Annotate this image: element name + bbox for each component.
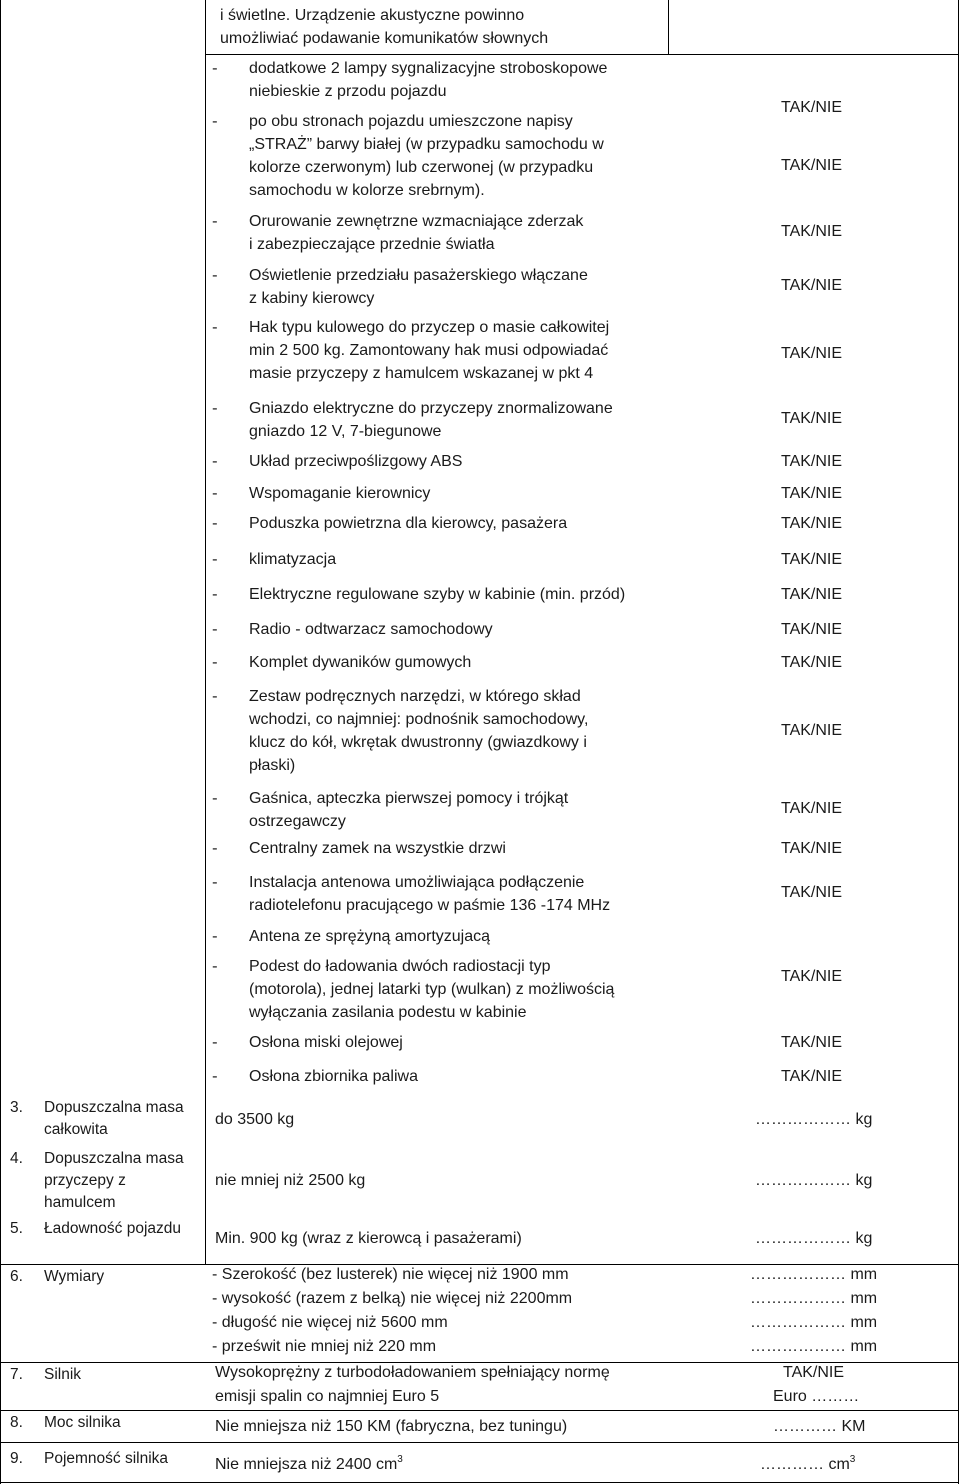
row9-answer-field[interactable]: [760, 1456, 855, 1474]
list-bullet-dash: -: [212, 266, 218, 284]
row9-requirement-text: Nie mniejsza niż 2400 cm: [215, 1456, 398, 1473]
row4-label-line2: przyczepy z: [44, 1172, 126, 1189]
equipment-item-text: Komplet dywaników gumowych: [249, 654, 472, 671]
list-bullet-dash: -: [212, 112, 218, 130]
row6-answer-height[interactable]: ……………… mm: [750, 1290, 878, 1307]
row7-label: Silnik: [44, 1366, 82, 1383]
row6-answer-length[interactable]: ……………… mm: [750, 1314, 878, 1331]
equipment-item-text: Instalacja antenowa umożliwiająca podłączenie: [249, 874, 585, 891]
list-bullet-dash: -: [212, 927, 218, 945]
list-bullet-dash: -: [212, 585, 218, 603]
row7-requirement-line2: emisji spalin co najmniej Euro 5: [215, 1388, 440, 1405]
equipment-item-text: wyłączania zasilania podestu w kabinie: [249, 1004, 527, 1021]
equipment-item-text: Elektryczne regulowane szyby w kabinie (min. przód): [249, 586, 626, 603]
equipment-item-text: Radio - odtwarzacz samochodowy: [249, 621, 493, 638]
row5-number: 5.: [10, 1220, 23, 1237]
equipment-item-text: Centralny zamek na wszystkie drzwi: [249, 840, 506, 857]
row6-requirement-width: - Szerokość (bez lusterek) nie więcej niż 1900 mm: [212, 1266, 569, 1283]
equipment-item-text: gniazdo 12 V, 7-biegunowe: [249, 423, 442, 440]
list-bullet-dash: -: [212, 212, 218, 230]
equipment-item-answer[interactable]: TAK/NIE: [781, 410, 843, 427]
equipment-item-text: min 2 500 kg. Zamontowany hak musi odpowiadać: [249, 342, 609, 359]
equipment-item-answer[interactable]: TAK/NIE: [781, 485, 843, 502]
equipment-item-answer[interactable]: TAK/NIE: [781, 722, 843, 739]
row4-requirement: nie mniej niż 2500 kg: [215, 1172, 366, 1189]
list-bullet-dash: -: [212, 1067, 218, 1085]
list-bullet-dash: -: [212, 318, 218, 336]
list-bullet-dash: -: [212, 687, 218, 705]
equipment-item-text: Gniazdo elektryczne do przyczepy znormalizowane: [249, 400, 613, 417]
list-bullet-dash: -: [212, 59, 218, 77]
equipment-item-text: klimatyzacja: [249, 551, 337, 568]
row9-requirement: [215, 1456, 403, 1474]
equipment-item-answer[interactable]: TAK/NIE: [781, 277, 843, 294]
row4-label: [44, 1148, 184, 1214]
table-border-left: [0, 0, 1, 1484]
equipment-item-answer[interactable]: TAK/NIE: [781, 840, 843, 857]
equipment-item-text: wchodzi, co najmniej: podnośnik samochodowy,: [249, 711, 589, 728]
col1-divider: [205, 0, 206, 1264]
equipment-item-answer[interactable]: TAK/NIE: [781, 621, 843, 638]
equipment-item-text: Układ przeciwpoślizgowy ABS: [249, 453, 463, 470]
row3-number: 3.: [10, 1099, 23, 1116]
row-divider-6: [0, 1264, 959, 1265]
row4-label-line3: hamulcem: [44, 1194, 116, 1211]
row4-answer-field[interactable]: ……………… kg: [755, 1172, 873, 1189]
equipment-item-text: Osłona miski olejowej: [249, 1034, 403, 1051]
row6-requirement-length: - długość nie więcej niż 5600 mm: [212, 1314, 448, 1331]
equipment-item-answer[interactable]: TAK/NIE: [781, 223, 843, 240]
equipment-item-answer[interactable]: TAK/NIE: [781, 157, 843, 174]
equipment-item-text: z kabiny kierowcy: [249, 290, 375, 307]
equipment-item-text: samochodu w kolorze srebrnym).: [249, 182, 485, 199]
row6-number: 6.: [10, 1268, 23, 1285]
equipment-item-text: Antena ze sprężyną amortyzujacą: [249, 928, 491, 945]
row3-requirement: do 3500 kg: [215, 1111, 295, 1128]
equipment-item-text: dodatkowe 2 lampy sygnalizacyjne stroboskopowe: [249, 60, 608, 77]
equipment-item-answer[interactable]: TAK/NIE: [781, 884, 843, 901]
equipment-item-answer[interactable]: TAK/NIE: [781, 345, 843, 362]
col2-divider: [668, 0, 669, 54]
equipment-item-answer[interactable]: TAK/NIE: [781, 1068, 843, 1085]
row-divider-8: [0, 1410, 959, 1411]
equipment-item-answer[interactable]: TAK/NIE: [781, 800, 843, 817]
row6-requirement-clearance: - prześwit nie mniej niż 220 mm: [212, 1338, 437, 1355]
equipment-item-text: Hak typu kulowego do przyczep o masie całkowitej: [249, 319, 610, 336]
row4-number: 4.: [10, 1150, 23, 1167]
list-bullet-dash: -: [212, 399, 218, 417]
equipment-item-text: Oświetlenie przedziału pasażerskiego włączane: [249, 267, 588, 284]
row6-answer-width[interactable]: ……………… mm: [750, 1266, 878, 1283]
row7-answer-yes-no[interactable]: TAK/NIE: [783, 1364, 845, 1381]
equipment-item-text: „STRAŻ” barwy białej (w przypadku samochodu w: [249, 136, 604, 153]
equipment-item-text: Wspomaganie kierownicy: [249, 485, 431, 502]
equipment-item-text: Zestaw podręcznych narzędzi, w którego skład: [249, 688, 581, 705]
equipment-item-text: klucz do kół, wkrętak dwustronny (gwiazdkowy i: [249, 734, 587, 751]
table-border-right: [958, 0, 959, 1484]
list-bullet-dash: -: [212, 873, 218, 891]
row9-label: Pojemność silnika: [44, 1450, 169, 1467]
list-bullet-dash: -: [212, 550, 218, 568]
equipment-item-text: po obu stronach pojazdu umieszczone napisy: [249, 113, 573, 130]
equipment-item-text: Poduszka powietrzna dla kierowcy, pasażera: [249, 515, 568, 532]
equipment-item-text: Podest do ładowania dwóch radiostacji typ: [249, 958, 551, 975]
list-bullet-dash: -: [212, 653, 218, 671]
list-bullet-dash: -: [212, 620, 218, 638]
equipment-item-text: radiotelefonu pracującego w paśmie 136 -174 MHz: [249, 897, 611, 914]
row6-answer-clearance[interactable]: ……………… mm: [750, 1338, 878, 1355]
list-bullet-dash: -: [212, 514, 218, 532]
list-bullet-dash: -: [212, 1033, 218, 1051]
row9-answer-text: ………… cm: [760, 1456, 850, 1473]
row8-requirement: Nie mniejsza niż 150 KM (fabryczna, bez tuningu): [215, 1418, 568, 1435]
equipment-item-text: Gaśnica, apteczka pierwszej pomocy i trójkąt: [249, 790, 569, 807]
row7-answer-euro[interactable]: Euro ………: [773, 1388, 860, 1405]
equipment-item-text: Osłona zbiornika paliwa: [249, 1068, 418, 1085]
row3-answer-field[interactable]: ……………… kg: [755, 1111, 873, 1128]
row3-label-line1: Dopuszczalna masa: [44, 1099, 184, 1116]
table-border-bottom: [0, 1482, 959, 1483]
row-divider-7: [0, 1362, 959, 1363]
row4-label-line1: Dopuszczalna masa: [44, 1150, 184, 1167]
row-divider-9: [0, 1442, 959, 1443]
row8-label: Moc silnika: [44, 1414, 121, 1431]
equipment-item-text: masie przyczepy z hamulcem wskazanej w pkt 4: [249, 365, 594, 382]
list-bullet-dash: -: [212, 484, 218, 502]
row9-number: 9.: [10, 1450, 23, 1467]
list-bullet-dash: -: [212, 957, 218, 975]
equipment-item-answer[interactable]: TAK/NIE: [781, 1034, 843, 1051]
equipment-item-answer[interactable]: TAK/NIE: [781, 586, 843, 603]
row-divider-top: [205, 54, 959, 55]
row3-label-line2: całkowita: [44, 1121, 108, 1138]
equipment-item-answer[interactable]: TAK/NIE: [781, 99, 843, 116]
intro-line-1: i świetlne. Urządzenie akustyczne powinno: [220, 7, 525, 24]
row7-number: 7.: [10, 1366, 23, 1383]
equipment-item-answer[interactable]: TAK/NIE: [781, 515, 843, 532]
equipment-item-text: (motorola), jednej latarki typ (wulkan) z możliwością: [249, 981, 615, 998]
equipment-item-answer[interactable]: TAK/NIE: [781, 551, 843, 568]
list-bullet-dash: -: [212, 839, 218, 857]
row8-answer-field[interactable]: ………… KM: [773, 1418, 866, 1435]
equipment-item-answer[interactable]: TAK/NIE: [781, 968, 843, 985]
row6-label: Wymiary: [44, 1268, 105, 1285]
row9-requirement-sup: 3: [397, 1454, 403, 1465]
equipment-item-answer[interactable]: TAK/NIE: [781, 654, 843, 671]
list-bullet-dash: -: [212, 452, 218, 470]
row7-requirement-line1: Wysokoprężny z turbodoładowaniem spełniający normę: [215, 1364, 610, 1381]
row5-label: Ładowność pojazdu: [44, 1220, 182, 1237]
equipment-item-text: kolorze czerwonym) lub czerwonej (w przypadku: [249, 159, 594, 176]
equipment-item-text: płaski): [249, 757, 296, 774]
intro-line-2: umożliwiać podawanie komunikatów słownych: [220, 30, 549, 47]
list-bullet-dash: -: [212, 789, 218, 807]
equipment-item-text: i zabezpieczające przednie światła: [249, 236, 495, 253]
equipment-item-answer[interactable]: TAK/NIE: [781, 453, 843, 470]
equipment-item-text: ostrzegawczy: [249, 813, 346, 830]
row5-answer-field[interactable]: ……………… kg: [755, 1230, 873, 1247]
row6-requirement-height: - wysokość (razem z belką) nie więcej niż 2200mm: [212, 1290, 573, 1307]
row9-answer-sup: 3: [849, 1454, 856, 1465]
equipment-item-text: Orurowanie zewnętrzne wzmacniające zderzak: [249, 213, 584, 230]
row3-label: [44, 1097, 184, 1141]
row5-requirement: Min. 900 kg (wraz z kierowcą i pasażerami): [215, 1230, 522, 1247]
row8-number: 8.: [10, 1414, 23, 1431]
equipment-item-text: niebieskie z przodu pojazdu: [249, 83, 447, 100]
